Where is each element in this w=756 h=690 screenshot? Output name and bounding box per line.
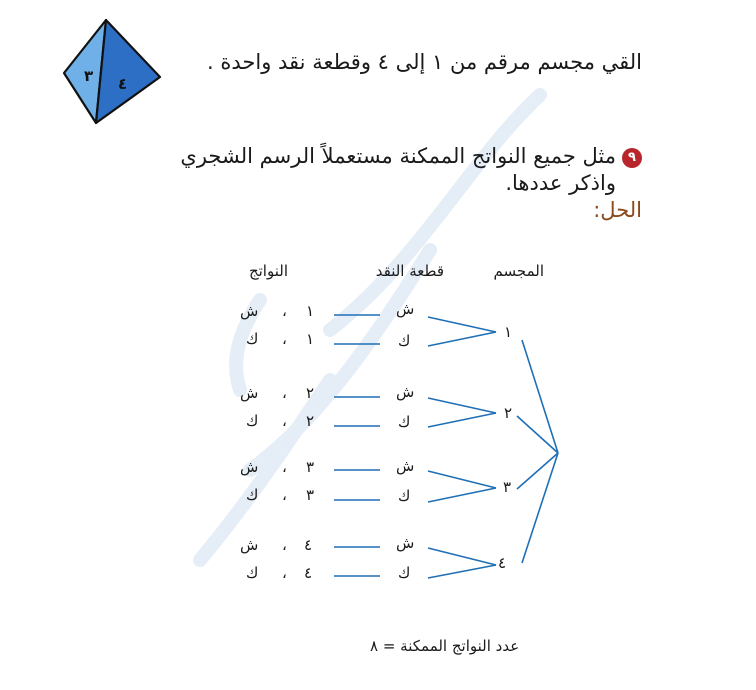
coin-label-2-heads: ش [396,383,415,401]
total-outcomes: عدد النواتج الممكنة = ٨ [370,637,520,655]
outcome-1-tails-num: ١ [306,330,315,348]
outcome-2-tails-coin: ك [246,412,259,430]
header-outcomes: النواتج [248,262,288,280]
coin-label-1-tails: ك [398,332,411,350]
outcome-4-tails-sep: ، [282,564,287,582]
header-solid: المجسم [493,262,544,280]
branch-1-heads [428,317,496,332]
question-number-badge: ٩ [622,148,642,168]
header-coin: قطعة النقد [375,262,444,280]
branch-4-tails [428,565,496,578]
outcome-1-tails-coin: ك [246,330,259,348]
outcome-3-tails-coin: ك [246,486,259,504]
outcome-1-tails-sep: ، [282,330,287,348]
solid-label-4: ٤ [498,554,507,572]
outcome-3-heads-sep: ، [282,458,287,476]
branch-2-tails [428,413,496,427]
outcome-3-tails-num: ٣ [306,486,315,504]
outcome-1-heads-num: ١ [306,302,315,320]
branch-3-tails [428,488,496,502]
coin-label-4-tails: ك [398,564,411,582]
outcome-2-heads-num: ٢ [306,384,315,402]
branch-2-heads [428,398,496,413]
branch-4-heads [428,548,496,565]
outcome-1-heads-sep: ، [282,302,287,320]
outcome-4-heads-num: ٤ [304,536,313,554]
tetra-left-face-label: ٣ [84,67,94,85]
intro-text: القي مجسم مرقم من ١ إلى ٤ وقطعة نقد واحدة . [207,50,642,74]
outcome-4-tails-num: ٤ [304,564,313,582]
outcome-3-tails-sep: ، [282,486,287,504]
branch-3-heads [428,471,496,488]
solution-label: الحل: [593,198,642,222]
question-line-1-text: مثل جميع النواتج الممكنة مستعملاً الرسم الشجري [180,144,616,168]
outcome-4-heads-sep: ، [282,536,287,554]
outcome-2-tails-sep: ، [282,412,287,430]
outcome-2-heads-coin: ش [240,384,259,402]
outcome-1-heads-coin: ش [240,302,259,320]
solid-label-1: ١ [504,323,513,341]
outcome-3-heads-num: ٣ [306,458,315,476]
coin-label-1-heads: ش [396,300,415,318]
coin-label-2-tails: ك [398,413,411,431]
outcome-3-heads-coin: ش [240,458,259,476]
outcome-4-tails-coin: ك [246,564,259,582]
question-line-2: واذكر عددها. [505,171,616,195]
coin-label-3-heads: ش [396,457,415,475]
outcome-2-tails-num: ٢ [306,412,315,430]
solid-label-3: ٣ [503,478,512,496]
tetra-right-face-label: ٤ [118,75,128,93]
coin-label-4-heads: ش [396,534,415,552]
solid-label-2: ٢ [504,404,513,422]
outcome-2-heads-sep: ، [282,384,287,402]
outcome-4-heads-coin: ش [240,536,259,554]
coin-label-3-tails: ك [398,487,411,505]
branch-1-tails [428,332,496,346]
